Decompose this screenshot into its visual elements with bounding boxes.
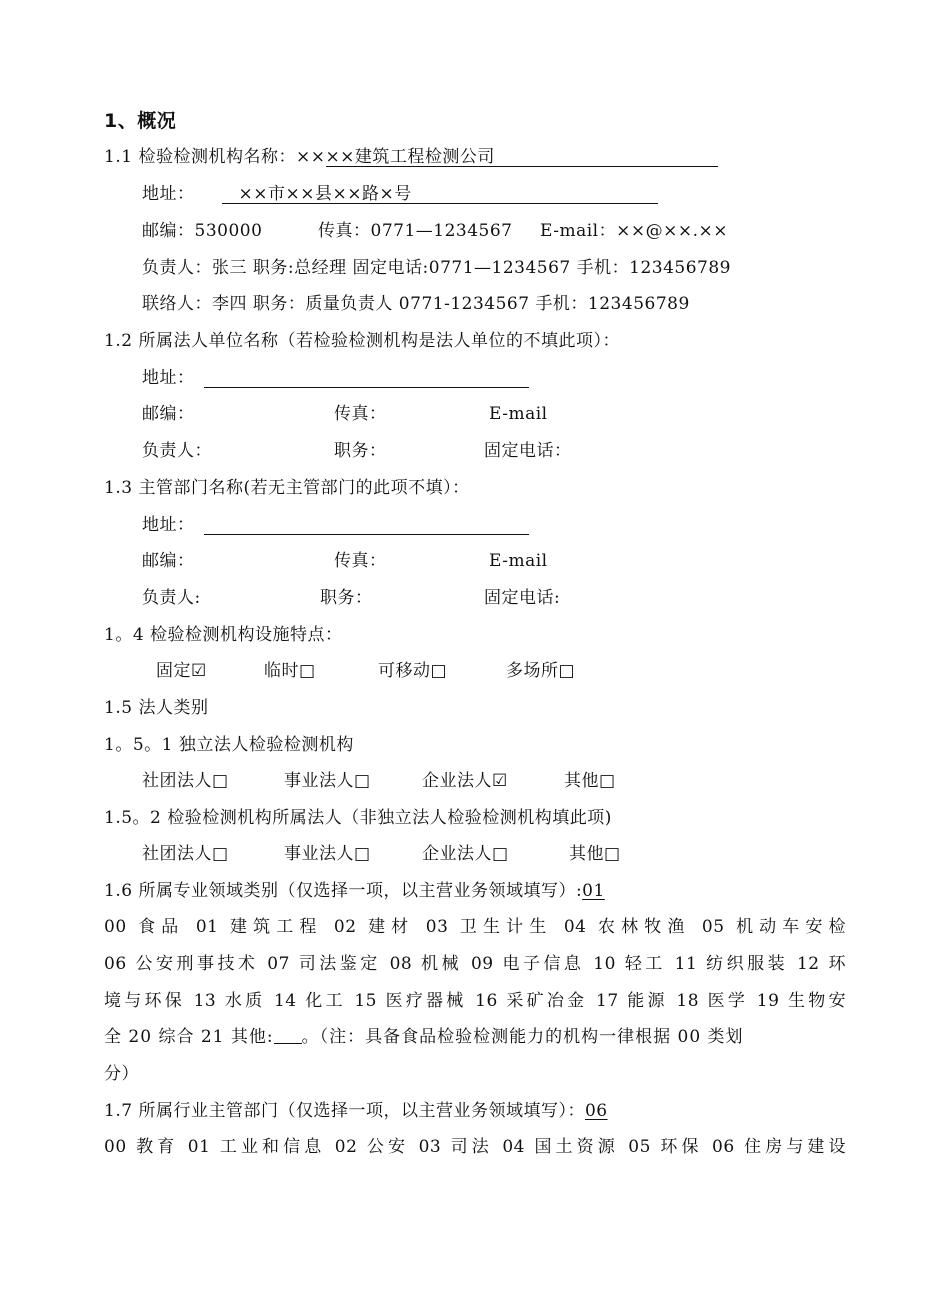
indep-option-other[interactable] xyxy=(564,770,616,792)
industry-authority-label: 1.7 所属行业主管部门（仅选择一项，以主营业务领域填写）： xyxy=(104,1101,585,1121)
option-label: 社团法人 xyxy=(142,844,212,864)
checkbox-icon[interactable]: □ xyxy=(599,771,616,791)
field-category-note: 。（注：具备食品检验检测能力的机构一律根据 00 类划 xyxy=(301,1027,744,1047)
authority-address-field[interactable] xyxy=(204,534,529,535)
facility-option-multisite[interactable] xyxy=(506,660,575,682)
authority-fax-label: 传真： xyxy=(334,551,387,571)
legal-address-field[interactable] xyxy=(204,387,529,388)
industry-authority-value[interactable]: 06 xyxy=(584,1101,608,1121)
affil-option-enterprise[interactable] xyxy=(422,843,509,865)
org-address-label: 地址： xyxy=(142,184,195,204)
legal-address-label: 地址： xyxy=(142,368,195,388)
checkbox-icon[interactable]: □ xyxy=(212,844,229,864)
indep-option-public[interactable] xyxy=(284,770,371,792)
checkbox-icon[interactable]: □ xyxy=(354,771,371,791)
facility-option-temporary[interactable] xyxy=(264,660,316,682)
authority-address-label: 地址： xyxy=(142,515,195,535)
checkbox-icon[interactable]: □ xyxy=(558,661,576,681)
org-name-row xyxy=(104,146,495,168)
option-label: 临时 xyxy=(264,661,299,681)
facility-option-fixed[interactable] xyxy=(156,660,207,682)
org-postcode: 邮编：530000 xyxy=(142,221,263,241)
legal-entity-label: 1.2 所属法人单位名称（若检验检测机构是法人单位的不填此项）： xyxy=(104,331,620,351)
option-label: 事业法人 xyxy=(284,844,354,864)
checkbox-checked-icon[interactable]: ☑ xyxy=(191,661,207,681)
authority-phone-label: 固定电话: xyxy=(484,588,561,608)
authority-postcode-label: 邮编： xyxy=(142,551,195,571)
authority-email-label: E-mail xyxy=(489,551,548,571)
authority-label: 1.3 主管部门名称(若无主管部门的此项不填）： xyxy=(104,478,470,498)
option-label: 其他 xyxy=(569,844,604,864)
industry-authority-options-1: 00 教育 01 工业和信息 02 公安 03 司法 04 国土资源 05 环保 06 住房与建设 xyxy=(104,1137,846,1157)
option-label: 固定 xyxy=(156,661,191,681)
org-contact-row: 联络人：李四 职务：质量负责人 0771-1234567 手机：123456789 xyxy=(142,294,690,314)
field-other-label: 全 20 综合 21 其他: xyxy=(104,1027,274,1047)
indep-option-social[interactable] xyxy=(142,770,229,792)
field-category-note-end: 分） xyxy=(104,1064,139,1084)
option-label: 可移动 xyxy=(378,661,431,681)
section-heading: 1、概况 xyxy=(104,110,177,132)
option-label: 其他 xyxy=(564,771,599,791)
legal-head-label: 负责人： xyxy=(142,441,212,461)
industry-authority-row xyxy=(104,1100,625,1122)
checkbox-checked-icon[interactable]: ☑ xyxy=(492,771,508,791)
option-label: 社团法人 xyxy=(142,771,212,791)
field-category-options-3: 境与环保 13 水质 14 化工 15 医疗器械 16 采矿冶金 17 能源 18 医学 19 生物安 xyxy=(104,991,846,1011)
field-category-label: 1.6 所属专业领域类别（仅选择一项，以主营业务领域填写）: xyxy=(104,881,583,901)
org-name-label: 1.1 检验检测机构名称： xyxy=(104,147,296,167)
field-category-options-2: 06 公安刑事技术 07 司法鉴定 08 机械 09 电子信息 10 轻工 11 纺织服装 12 环 xyxy=(104,954,846,974)
org-email: E-mail：××@××.×× xyxy=(540,221,728,241)
affil-option-public[interactable] xyxy=(284,843,371,865)
authority-head-label: 负责人: xyxy=(142,588,201,608)
option-label: 多场所 xyxy=(506,661,559,681)
org-address-row xyxy=(142,183,412,205)
legal-position-label: 职务： xyxy=(334,441,387,461)
legal-phone-label: 固定电话： xyxy=(484,441,572,461)
org-fax: 传真：0771—1234567 xyxy=(318,221,513,241)
checkbox-icon[interactable]: □ xyxy=(430,661,448,681)
org-name-value: ××××建筑工程检测公司 xyxy=(295,147,495,167)
independent-entity-label: 1。5。1 独立法人检验检测机构 xyxy=(104,735,354,755)
option-label: 事业法人 xyxy=(284,771,354,791)
option-label: 企业法人 xyxy=(422,844,492,864)
field-category-options-4 xyxy=(104,1026,744,1048)
facility-option-mobile[interactable] xyxy=(378,660,447,682)
field-category-row xyxy=(104,880,622,902)
field-other-input[interactable] xyxy=(274,1029,302,1044)
legal-email-label: E-mail xyxy=(489,404,548,424)
field-category-options-1: 00 食品 01 建筑工程 02 建材 03 卫生计生 04 农林牧渔 05 机动车安检 xyxy=(104,917,846,937)
authority-position-label: 职务： xyxy=(320,588,373,608)
legal-type-label: 1.5 法人类别 xyxy=(104,698,209,718)
option-label: 企业法人 xyxy=(422,771,492,791)
org-address-value: ××市××县××路×号 xyxy=(238,184,412,204)
checkbox-icon[interactable]: □ xyxy=(492,844,509,864)
indep-option-enterprise[interactable] xyxy=(422,770,508,792)
facility-label: 1。4 检验检测机构设施特点： xyxy=(104,625,343,645)
affil-option-social[interactable] xyxy=(142,843,229,865)
checkbox-icon[interactable]: □ xyxy=(354,844,371,864)
affil-option-other[interactable] xyxy=(569,843,621,865)
field-category-value[interactable]: 01 xyxy=(582,881,605,901)
affiliated-entity-label: 1.5。2 检验检测机构所属法人（非独立法人检验检测机构填此项) xyxy=(104,808,612,828)
checkbox-icon[interactable]: □ xyxy=(604,844,621,864)
checkbox-icon[interactable]: □ xyxy=(299,661,316,681)
org-address-underline xyxy=(222,203,658,204)
org-head-row: 负责人：张三 职务:总经理 固定电话:0771—1234567 手机：123456789 xyxy=(142,258,731,278)
legal-postcode-label: 邮编： xyxy=(142,404,195,424)
legal-fax-label: 传真： xyxy=(334,404,387,424)
checkbox-icon[interactable]: □ xyxy=(212,771,229,791)
org-name-underline xyxy=(326,166,718,167)
